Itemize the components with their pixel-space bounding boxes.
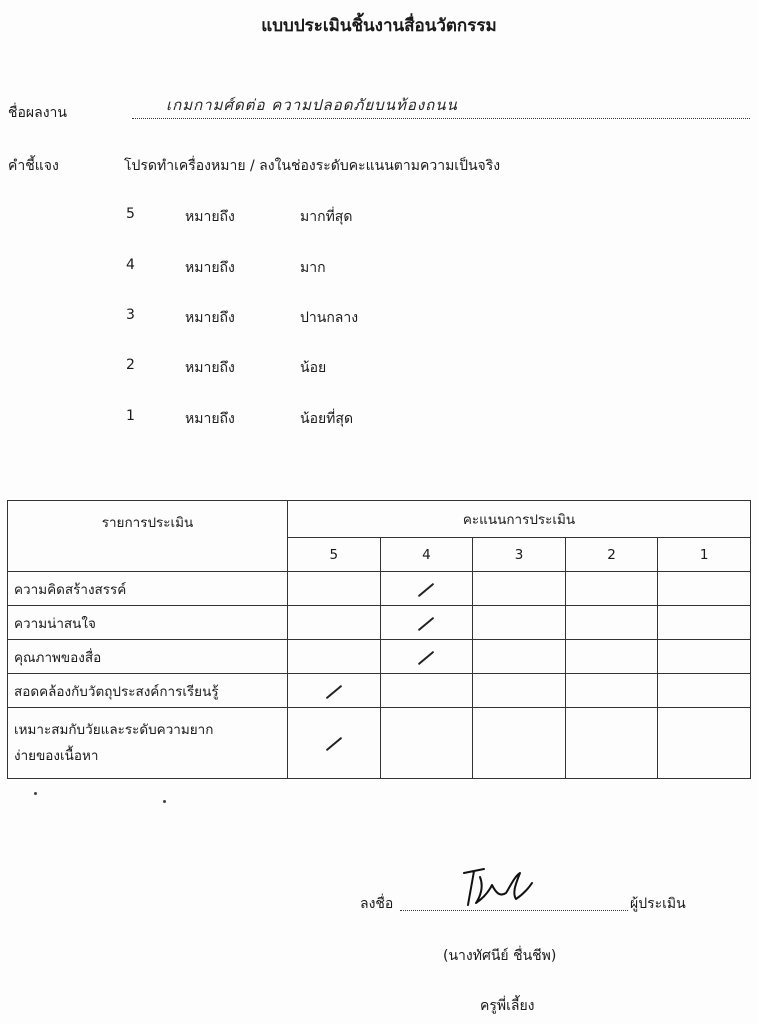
signature-suffix: ผู้ประเมิน <box>630 896 686 912</box>
score-cell[interactable] <box>658 606 751 640</box>
criterion-label: คุณภาพของสื่อ <box>8 640 288 674</box>
score-cell[interactable] <box>288 572 381 606</box>
score-cell[interactable] <box>565 674 658 708</box>
score-cell[interactable] <box>658 572 751 606</box>
scale-score: 3 <box>126 307 135 323</box>
evaluation-table <box>7 500 751 779</box>
check-mark-icon <box>418 650 435 664</box>
score-cell[interactable] <box>473 640 566 674</box>
scale-score: 5 <box>126 206 135 222</box>
table-row <box>8 708 751 779</box>
criterion-label: สอดคล้องกับวัตถุประสงค์การเรียนรู้ <box>8 674 288 708</box>
criterion-line-1: เหมาะสมกับวัยและระดับความยาก <box>14 722 214 738</box>
work-name-dotted-line <box>132 118 750 119</box>
scan-speck <box>163 800 166 803</box>
scale-score: 1 <box>126 408 135 424</box>
evaluator-name: (นางทัศนีย์ ชื่นชีพ) <box>443 948 557 964</box>
work-name-label: ชื่อผลงาน <box>8 105 67 121</box>
criterion-label: ความคิดสร้างสรรค์ <box>8 572 288 606</box>
scale-description: น้อย <box>300 360 327 376</box>
scale-description: มากที่สุด <box>300 209 353 225</box>
check-mark-icon <box>326 737 343 751</box>
scale-score: 2 <box>126 357 135 373</box>
score-cell[interactable] <box>565 640 658 674</box>
work-name-value: เกมกามศ์ดต่อ ความปลอดภัยบนท้องถนน <box>166 96 458 114</box>
score-cell[interactable] <box>473 674 566 708</box>
score-cell[interactable] <box>565 572 658 606</box>
score-cell[interactable] <box>288 674 381 708</box>
score-cell[interactable] <box>288 640 381 674</box>
score-cell[interactable] <box>565 708 658 779</box>
criterion-line-2: ง่ายของเนื้อหา <box>14 748 99 764</box>
instruction-label: คำชี้แจง <box>8 158 59 174</box>
score-cell[interactable] <box>380 640 473 674</box>
score-column-5: 5 <box>288 538 381 572</box>
score-cell[interactable] <box>658 674 751 708</box>
score-cell[interactable] <box>658 640 751 674</box>
check-mark-icon <box>418 616 435 630</box>
scale-meaning: หมายถึง <box>185 360 235 376</box>
score-cell[interactable] <box>658 708 751 779</box>
score-column-4: 4 <box>380 538 473 572</box>
form-title: แบบประเมินชิ้นงานสื่อนวัตกรรม <box>261 16 497 36</box>
criterion-label: ความน่าสนใจ <box>8 606 288 640</box>
scale-meaning: หมายถึง <box>185 260 235 276</box>
signature-prefix: ลงชื่อ <box>360 896 394 912</box>
scale-score: 4 <box>126 257 135 273</box>
table-row <box>8 674 751 708</box>
instruction-text: โปรดทำเครื่องหมาย / ลงในช่องระดับคะแนนตามความเป็นจริง <box>124 158 501 174</box>
score-cell[interactable] <box>380 708 473 779</box>
score-header: คะแนนการประเมิน <box>288 501 751 538</box>
criterion-label <box>8 708 288 779</box>
score-cell[interactable] <box>473 606 566 640</box>
criteria-header: รายการประเมิน <box>8 501 288 572</box>
score-cell[interactable] <box>380 572 473 606</box>
table-row <box>8 640 751 674</box>
check-mark-icon <box>326 684 343 698</box>
score-cell[interactable] <box>288 606 381 640</box>
scan-speck <box>34 792 37 795</box>
scale-meaning: หมายถึง <box>185 310 235 326</box>
scale-description: ปานกลาง <box>300 310 359 326</box>
score-cell[interactable] <box>380 674 473 708</box>
score-cell[interactable] <box>473 572 566 606</box>
score-cell[interactable] <box>565 606 658 640</box>
score-column-3: 3 <box>473 538 566 572</box>
score-cell[interactable] <box>288 708 381 779</box>
scale-meaning: หมายถึง <box>185 411 235 427</box>
evaluator-role: ครูพี่เลี้ยง <box>480 998 535 1014</box>
score-cell[interactable] <box>380 606 473 640</box>
score-cell[interactable] <box>473 708 566 779</box>
scale-description: น้อยที่สุด <box>300 411 354 427</box>
handwritten-signature-icon <box>450 863 540 911</box>
score-column-2: 2 <box>565 538 658 572</box>
check-mark-icon <box>418 582 435 596</box>
scale-description: มาก <box>300 260 326 276</box>
score-column-1: 1 <box>658 538 751 572</box>
scale-meaning: หมายถึง <box>185 209 235 225</box>
table-row <box>8 572 751 606</box>
table-row <box>8 606 751 640</box>
